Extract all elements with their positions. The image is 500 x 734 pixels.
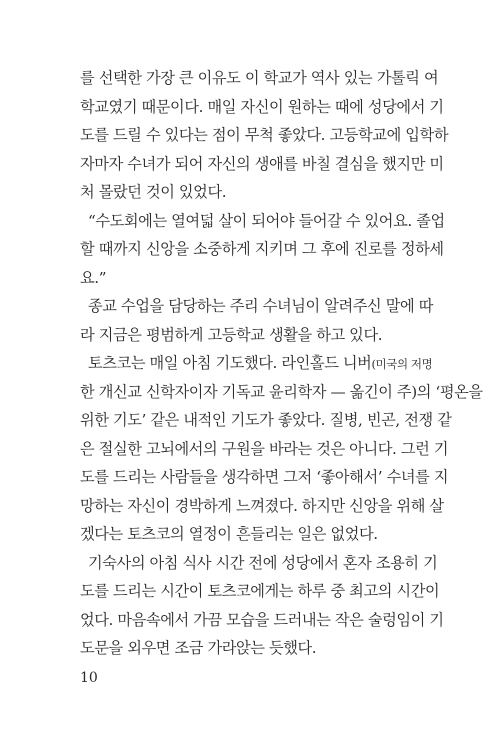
text-line: 었다. 마음속에서 가끔 모습을 드러내는 작은 술렁임이 기 bbox=[80, 610, 444, 629]
body-text bbox=[80, 64, 483, 663]
text-line: 할 때까지 신앙을 소중하게 지키며 그 후에 진로를 정하세 bbox=[80, 240, 444, 258]
text-line: 망하는 자신이 경박하게 느껴졌다. 하지만 신앙을 위해 살 bbox=[80, 496, 444, 515]
text-line: “수도회에는 열여덟 살이 되어야 들어갈 수 있어요. 졸업 bbox=[88, 211, 445, 230]
text-line: 위한 기도’ 같은 내적인 기도가 좋았다. 질병, 빈곤, 전쟁 같 bbox=[80, 411, 452, 429]
text-line: 처 몰랐던 것이 있었다. bbox=[80, 183, 227, 201]
text-line: 도를 드리는 시간이 토츠코에게는 하루 중 최고의 시간이 bbox=[80, 582, 440, 600]
page-number: 10 bbox=[80, 670, 98, 686]
text-line: 한 개신교 신학자이자 기독교 윤리학자 — 옮긴이 주)의 ‘평온을 bbox=[80, 382, 483, 401]
text-line: 도문을 외우면 조금 가라앉는 듯했다. bbox=[80, 639, 317, 657]
text-line: 도를 드리는 사람들을 생각하면 그저 ‘좋아해서’ 수녀를 지 bbox=[80, 468, 449, 486]
text-line: 를 선택한 가장 큰 이유도 이 학교가 역사 있는 가톨릭 여 bbox=[80, 69, 439, 87]
text-line: 종교 수업을 담당하는 주리 수녀님이 알려주신 말에 따 bbox=[88, 297, 433, 315]
text-line bbox=[80, 349, 433, 378]
text-line: 도를 드릴 수 있다는 점이 무척 좋았다. 고등학교에 입학하 bbox=[80, 126, 449, 144]
text-line: 요.” bbox=[80, 268, 107, 287]
text-line: 자마자 수녀가 되어 자신의 생애를 바칠 결심을 했지만 미 bbox=[80, 154, 444, 173]
text-line: 기숙사의 아침 식사 시간 전에 성당에서 혼자 조용히 기 bbox=[88, 553, 438, 572]
text-line: 학교였기 때문이다. 매일 자신이 원하는 때에 성당에서 기 bbox=[80, 97, 444, 116]
text-segment: 토츠코는 매일 아침 기도했다. 라인홀드 니버 bbox=[88, 354, 372, 372]
translator-note: (미국의 저명 bbox=[371, 357, 433, 371]
text-line: 라 지금은 평범하게 고등학교 생활을 하고 있다. bbox=[80, 325, 383, 344]
text-line: 은 절실한 고뇌에서의 구원을 바라는 것은 아니다. 그런 기 bbox=[80, 439, 449, 458]
text-line: 겠다는 토츠코의 열정이 흔들리는 일은 없었다. bbox=[80, 525, 378, 543]
